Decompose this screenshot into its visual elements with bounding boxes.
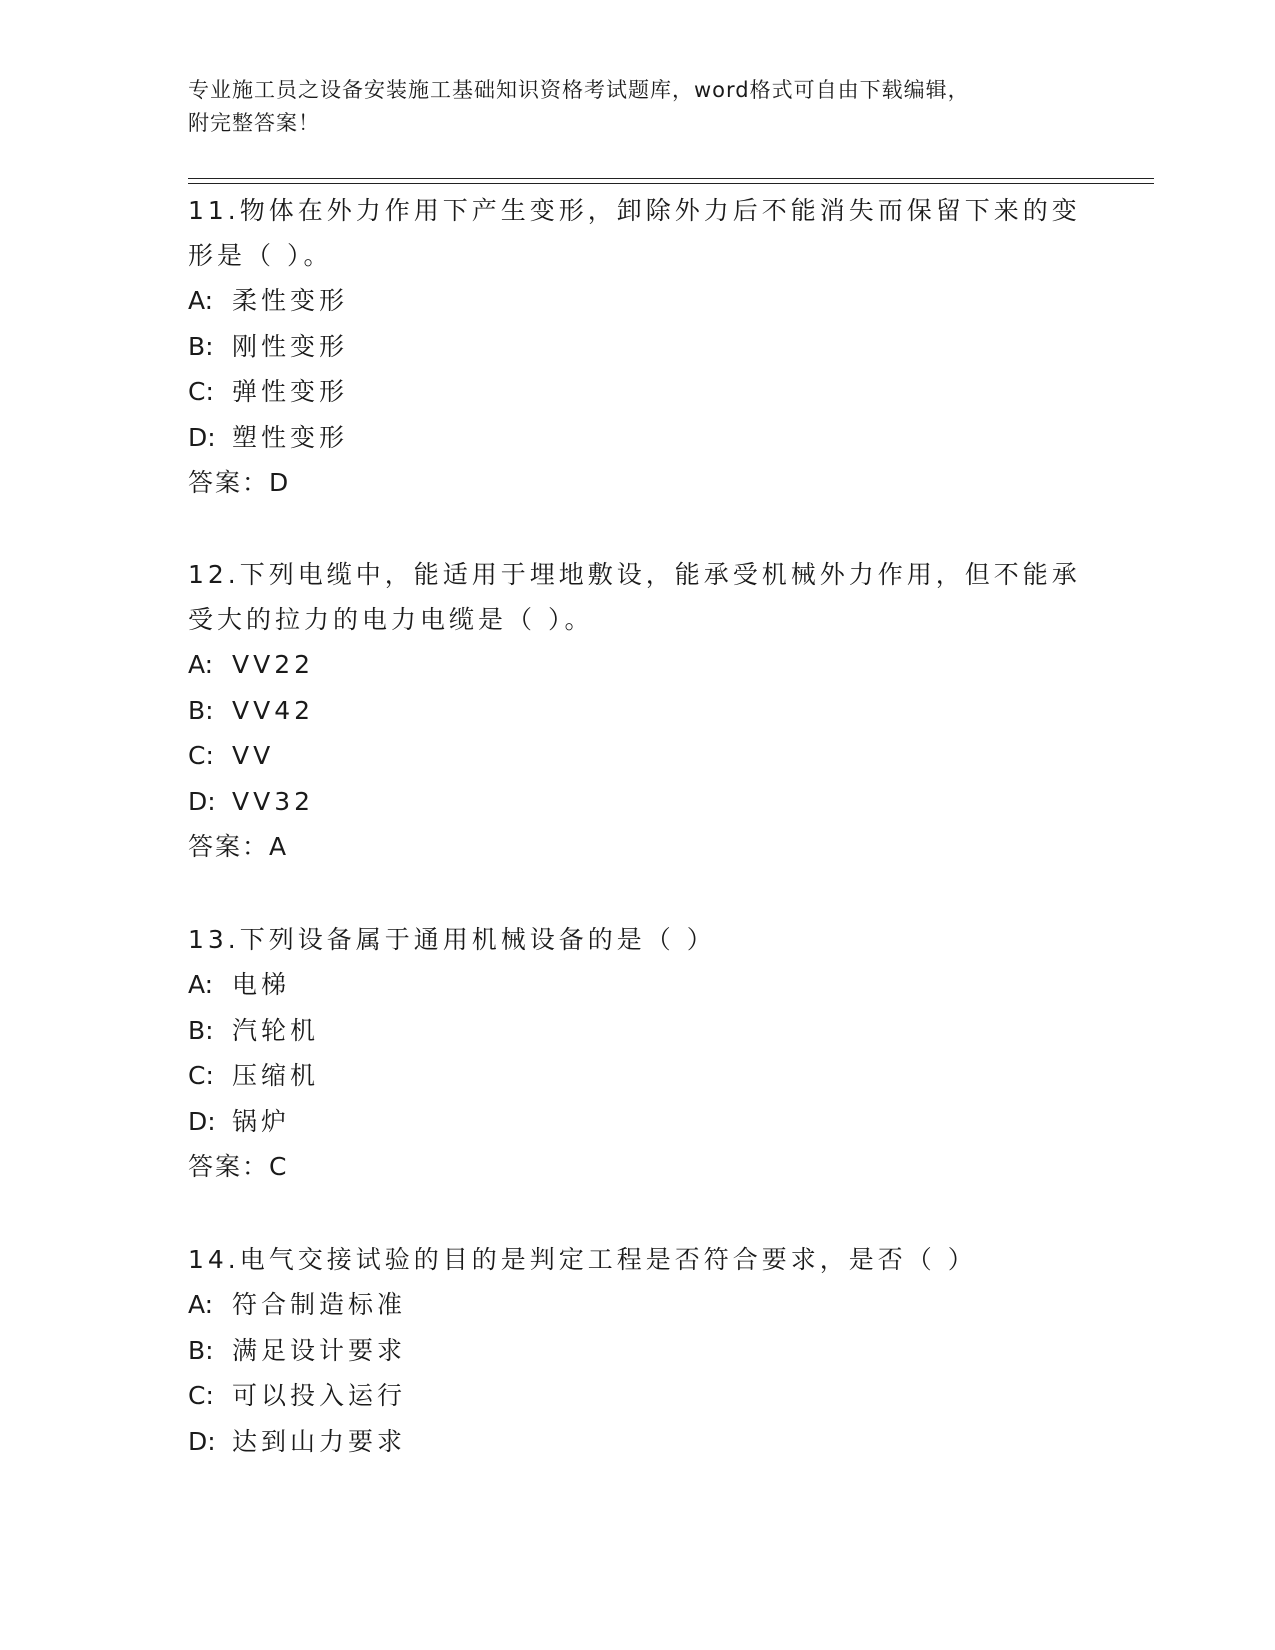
option-b	[188, 1328, 1088, 1374]
header-line-2: 附完整答案！	[188, 111, 320, 135]
option-a	[188, 642, 1088, 688]
question-stem	[188, 552, 1088, 642]
answer: 答案：D	[188, 468, 291, 497]
question-14	[188, 1237, 1088, 1464]
option-key: C:	[188, 1381, 214, 1410]
option-c	[188, 1373, 1088, 1419]
option-c	[188, 1053, 1088, 1099]
header-divider-top	[188, 178, 1154, 179]
option-a	[188, 1282, 1088, 1328]
option-key: B:	[188, 695, 214, 725]
option-key: D:	[188, 1426, 216, 1456]
question-stem-line-2: 形是（ ）。	[188, 241, 333, 270]
question-12	[188, 552, 1088, 869]
option-key: A:	[188, 286, 214, 315]
option-d	[188, 415, 1088, 461]
option-key: A:	[188, 970, 214, 999]
option-text: 塑性变形	[232, 422, 349, 452]
question-stem	[188, 188, 1088, 278]
question-stem-line-1: 14.电气交接试验的目的是判定工程是否符合要求，是否（ ）	[188, 1245, 977, 1274]
option-b	[188, 1008, 1088, 1054]
option-text: 电梯	[232, 970, 291, 999]
question-stem	[188, 1237, 1088, 1282]
option-text: VV	[232, 741, 275, 770]
option-text: 压缩机	[232, 1061, 320, 1090]
option-key: B:	[188, 331, 214, 361]
option-text: VV32	[232, 786, 315, 816]
option-key: A:	[188, 1290, 214, 1319]
option-key: C:	[188, 377, 214, 406]
option-text: 满足设计要求	[232, 1335, 407, 1365]
option-text: 刚性变形	[232, 331, 349, 361]
option-c	[188, 733, 1088, 779]
question-stem-line-1: 13.下列设备属于通用机械设备的是（ ）	[188, 925, 716, 954]
option-text: VV42	[232, 695, 315, 725]
option-key: B:	[188, 1335, 214, 1365]
option-key: D:	[188, 422, 216, 452]
option-text: 柔性变形	[232, 286, 349, 315]
option-text: 符合制造标准	[232, 1290, 407, 1319]
option-c	[188, 369, 1088, 415]
document-header	[188, 74, 1088, 140]
option-text: 达到山力要求	[232, 1426, 407, 1456]
option-b	[188, 688, 1088, 734]
question-stem-line-1: 11.物体在外力作用下产生变形，卸除外力后不能消失而保留下来的变	[188, 196, 1081, 225]
header-divider-bottom	[188, 183, 1154, 184]
option-key: B:	[188, 1015, 214, 1045]
option-a	[188, 962, 1088, 1008]
option-key: C:	[188, 1061, 214, 1090]
question-13	[188, 917, 1088, 1189]
option-d	[188, 1419, 1088, 1465]
option-key: D:	[188, 1106, 216, 1136]
question-stem	[188, 917, 1088, 962]
answer: 答案：A	[188, 832, 289, 861]
header-line-1: 专业施工员之设备安装施工基础知识资格考试题库，word格式可自由下载编辑，	[188, 78, 970, 102]
option-text: VV22	[232, 650, 315, 679]
option-text: 弹性变形	[232, 377, 349, 406]
option-key: D:	[188, 786, 216, 816]
option-text: 可以投入运行	[232, 1381, 407, 1410]
option-d	[188, 779, 1088, 825]
option-d	[188, 1099, 1088, 1145]
question-11	[188, 188, 1088, 505]
option-b	[188, 324, 1088, 370]
question-stem-line-1: 12.下列电缆中，能适用于埋地敷设，能承受机械外力作用，但不能承	[188, 560, 1081, 589]
option-key: A:	[188, 650, 214, 679]
answer: 答案：C	[188, 1152, 289, 1181]
option-text: 汽轮机	[232, 1015, 320, 1045]
option-text: 锅炉	[232, 1106, 291, 1136]
option-key: C:	[188, 741, 214, 770]
option-a	[188, 278, 1088, 324]
question-stem-line-2: 受大的拉力的电力电缆是（ ）。	[188, 605, 594, 634]
